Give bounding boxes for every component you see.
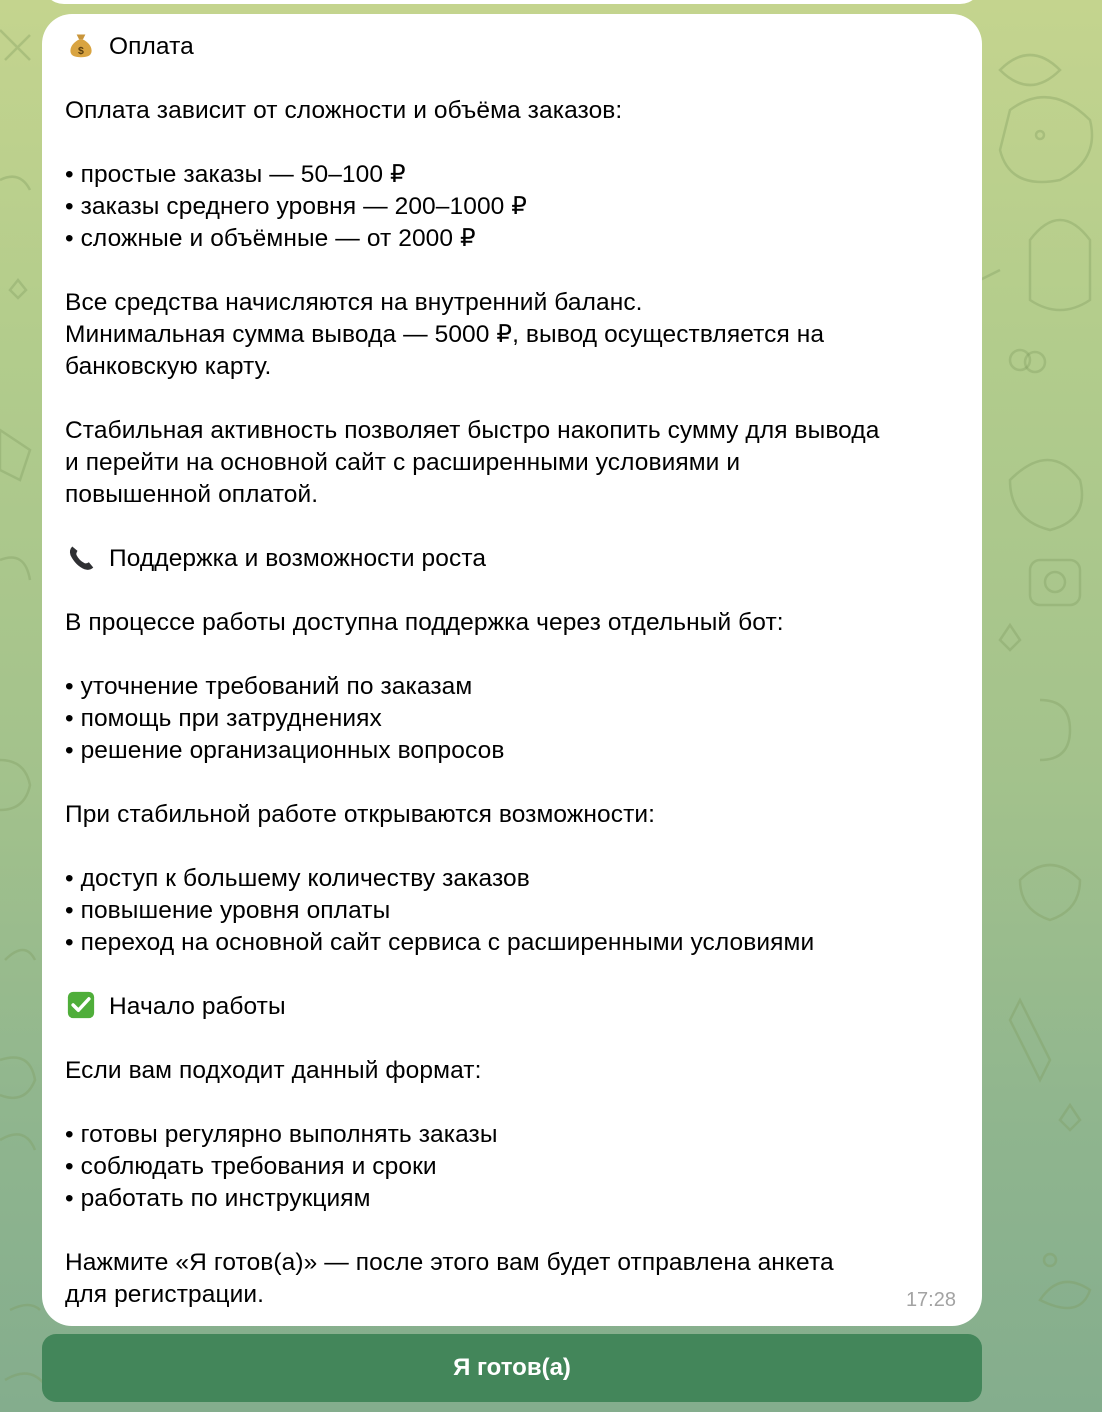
activity-text: повышенной оплатой. [65,481,319,508]
payment-intro: Оплата зависит от сложности и объёма заказов: [65,97,623,124]
balance-text: банковскую карту. [65,353,272,380]
list-item: • готовы регулярно выполнять заказы [65,1121,498,1148]
section-heading-payment: $ Оплата [65,31,960,63]
support-intro: В процессе работы доступна поддержка через отдельный бот: [65,609,784,636]
list-item: • сложные и объёмные — от 2000 ₽ [65,225,476,252]
activity-text: и перейти на основной сайт с расширенными условиями и [65,449,741,476]
ready-button[interactable] [42,1334,982,1402]
list-item: • работать по инструкциям [65,1185,371,1212]
ready-button-label: Я готов(а) [453,1354,571,1381]
list-item: • заказы среднего уровня — 200–1000 ₽ [65,193,527,220]
svg-text:$: $ [78,44,84,57]
list-item: • простые заказы — 50–100 ₽ [65,161,406,188]
list-item: • соблюдать требования и сроки [65,1153,437,1180]
balance-text: Минимальная сумма вывода — 5000 ₽, вывод осуществляется на [65,321,825,348]
cta-text: для регистрации. [65,1281,265,1308]
cta-text: Нажмите «Я готов(а)» — после этого вам будет отправлена анкета [65,1249,834,1276]
section-heading-support: Поддержка и возможности роста [65,543,960,575]
telephone-icon [65,543,97,571]
list-item: • уточнение требований по заказам [65,673,473,700]
money-bag-icon [65,31,97,59]
list-item: • решение организационных вопросов [65,737,505,764]
list-item: • доступ к большему количеству заказов [65,865,530,892]
list-item: • помощь при затруднениях [65,705,382,732]
check-mark-button-icon [65,991,97,1019]
activity-text: Стабильная активность позволяет быстро накопить сумму для вывода [65,417,880,444]
growth-intro: При стабильной работе открываются возможности: [65,801,656,828]
section-heading-start: Начало работы [65,991,960,1023]
balance-text: Все средства начисляются на внутренний баланс. [65,289,643,316]
start-intro: Если вам подходит данный формат: [65,1057,482,1084]
previous-message-bubble [42,0,982,4]
message-bubble [42,14,982,1326]
message-timestamp: 17:28 [905,1289,956,1311]
list-item: • повышение уровня оплаты [65,897,391,924]
list-item: • переход на основной сайт сервиса с расширенными условиями [65,929,815,956]
